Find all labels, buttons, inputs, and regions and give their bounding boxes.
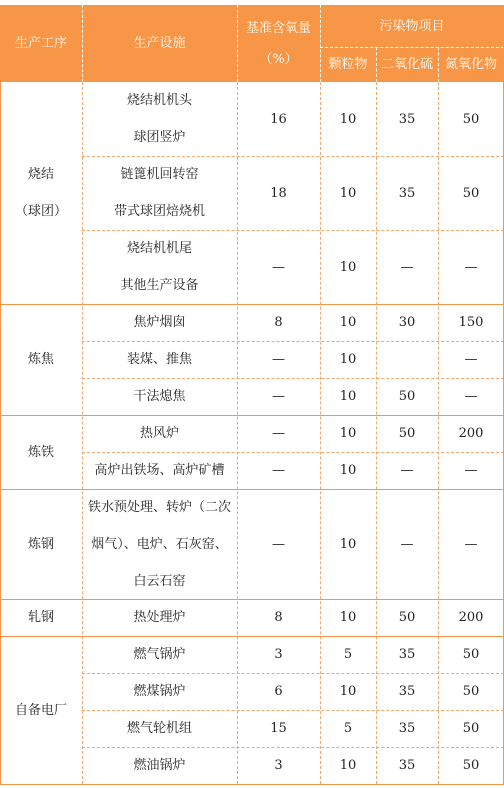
nox-value-cell: [438, 304, 504, 341]
process-cell: [0, 82, 82, 304]
nox-value-cell: [438, 747, 504, 784]
nox-value-cell: [438, 599, 504, 636]
group-divider: [0, 784, 504, 785]
facility-cell: [82, 710, 237, 747]
pm-value-cell: [320, 304, 376, 341]
cell-text: 10: [339, 259, 357, 275]
cell-text: 6: [274, 684, 283, 699]
oxygen-value-cell: [237, 341, 320, 378]
nox-value-cell: [438, 230, 504, 304]
process-cell: [0, 636, 82, 784]
cell-text: 3: [274, 758, 283, 773]
cell-text: 10: [339, 463, 357, 478]
facility-cell: [82, 673, 237, 710]
cell-text: —: [464, 389, 478, 404]
cell-text: 高炉出铁场、高炉矿槽: [94, 463, 225, 478]
oxygen-value-cell: [237, 599, 320, 636]
cell-text: 50: [462, 647, 480, 662]
cell-text: 干法熄焦: [133, 389, 186, 404]
facility-cell: [82, 230, 237, 304]
so2-value-cell: [376, 82, 438, 156]
cell-text: 烟气）、电炉、石灰窑、: [91, 536, 228, 552]
oxygen-value-cell: [237, 82, 320, 156]
cell-text: 35: [398, 111, 416, 127]
cell-text: 燃气轮机组: [126, 721, 192, 736]
cell-text: 燃煤锅炉: [133, 684, 186, 699]
cell-text: 5: [343, 647, 353, 662]
nox-value-cell: [438, 156, 504, 230]
cell-text: 10: [339, 185, 357, 201]
facility-cell: [82, 156, 237, 230]
oxygen-value-cell: [237, 673, 320, 710]
nox-value-cell: [438, 452, 504, 489]
nox-value-cell: [438, 82, 504, 156]
cell-text: —: [272, 352, 285, 367]
cell-text: —: [272, 536, 285, 552]
pm-value-cell: [320, 599, 376, 636]
cell-text: 30: [398, 315, 416, 330]
cell-text: 10: [339, 610, 357, 625]
nox-value-cell: [438, 673, 504, 710]
facility-cell: [82, 82, 237, 156]
pm-value-cell: [320, 673, 376, 710]
cell-text: 200: [458, 610, 484, 625]
cell-text: 5: [343, 721, 353, 736]
oxygen-value-cell: [237, 747, 320, 784]
cell-text: 8: [274, 315, 283, 330]
cell-text: 50: [398, 426, 416, 441]
pm-value-cell: [320, 156, 376, 230]
cell-text: 热处理炉: [133, 610, 186, 625]
pm-value-cell: [320, 452, 376, 489]
cell-text: 炼焦: [27, 352, 54, 367]
cell-text: 炼铁: [27, 444, 54, 460]
so2-value-cell: [376, 710, 438, 747]
cell-text: 烧结: [27, 167, 54, 182]
cell-text: 燃气锅炉: [133, 647, 186, 662]
so2-value-cell: [376, 489, 438, 599]
cell-text: 15: [270, 721, 287, 736]
header-pm: 颗粒物: [328, 57, 368, 72]
so2-value-cell: [376, 599, 438, 636]
cell-text: 装煤、推焦: [126, 352, 192, 367]
cell-text: 炼钢: [27, 536, 54, 552]
cell-text: —: [272, 389, 285, 404]
header-divider: [320, 47, 504, 48]
oxygen-value-cell: [237, 452, 320, 489]
pm-value-cell: [320, 341, 376, 378]
cell-text: 50: [398, 389, 416, 404]
process-cell: [0, 489, 82, 599]
cell-text: 焦炉烟囱: [133, 315, 186, 330]
nox-value-cell: [438, 489, 504, 599]
cell-text: 铁水预处理、转炉（二次: [87, 499, 231, 515]
oxygen-value-cell: [237, 489, 320, 599]
header-oxygen: 基准含氧量 （%）: [245, 20, 311, 67]
header-process: 生产工序: [14, 36, 67, 51]
cell-text: —: [464, 463, 478, 478]
facility-cell: [82, 415, 237, 452]
cell-text: —: [464, 352, 478, 367]
cell-text: 50: [462, 721, 480, 736]
cell-text: （球团）: [14, 204, 67, 219]
cell-text: 球团竖炉: [133, 130, 186, 145]
cell-text: 其他生产设备: [120, 278, 199, 293]
facility-cell: [82, 452, 237, 489]
nox-value-cell: [438, 636, 504, 673]
process-cell: [0, 304, 82, 415]
oxygen-value-cell: [237, 710, 320, 747]
oxygen-value-cell: [237, 378, 320, 415]
cell-text: —: [400, 259, 414, 275]
pm-value-cell: [320, 489, 376, 599]
pm-value-cell: [320, 415, 376, 452]
facility-cell: [82, 378, 237, 415]
pm-value-cell: [320, 636, 376, 673]
cell-text: 35: [398, 721, 416, 736]
so2-value-cell: [376, 230, 438, 304]
cell-text: 50: [462, 185, 480, 201]
cell-text: —: [272, 426, 285, 441]
pm-value-cell: [320, 710, 376, 747]
pm-value-cell: [320, 378, 376, 415]
header-so2: 二氧化硫: [380, 57, 433, 72]
cell-text: 10: [339, 536, 357, 552]
cell-text: 白云石窑: [133, 573, 186, 589]
cell-text: 10: [339, 315, 357, 330]
oxygen-value-cell: [237, 304, 320, 341]
so2-value-cell: [376, 636, 438, 673]
cell-text: —: [272, 463, 285, 478]
cell-text: 烧结机机尾: [126, 241, 192, 256]
cell-text: 50: [462, 758, 480, 773]
header-col-divider: [376, 47, 377, 82]
cell-text: 35: [398, 684, 416, 699]
oxygen-value-cell: [237, 156, 320, 230]
facility-cell: [82, 599, 237, 636]
oxygen-value-cell: [237, 636, 320, 673]
so2-value-cell: [376, 415, 438, 452]
cell-text: 35: [398, 758, 416, 773]
header-col-divider: [82, 5, 83, 82]
pm-value-cell: [320, 747, 376, 784]
header-nox: 氮氧化物: [444, 57, 497, 72]
cell-text: —: [464, 536, 478, 552]
cell-text: 10: [339, 352, 357, 367]
nox-value-cell: [438, 415, 504, 452]
cell-text: 50: [398, 610, 416, 625]
header-pollutants: 污染物项目: [379, 18, 445, 34]
facility-cell: [82, 341, 237, 378]
header-col-divider: [438, 47, 439, 82]
cell-text: 热风炉: [139, 426, 179, 441]
cell-text: 8: [274, 610, 283, 625]
facility-cell: [82, 636, 237, 673]
cell-text: 50: [462, 111, 480, 127]
cell-text: 烧结机机头: [126, 93, 192, 108]
so2-value-cell: [376, 341, 438, 378]
nox-value-cell: [438, 710, 504, 747]
cell-text: —: [464, 259, 478, 275]
cell-text: 150: [458, 315, 484, 330]
cell-text: 轧钢: [27, 610, 54, 625]
process-cell: [0, 599, 82, 636]
cell-text: 自备电厂: [14, 702, 67, 718]
nox-value-cell: [438, 341, 504, 378]
cell-text: 50: [462, 684, 480, 699]
facility-cell: [82, 304, 237, 341]
nox-value-cell: [438, 378, 504, 415]
cell-text: 18: [270, 185, 287, 201]
cell-text: 16: [270, 111, 287, 127]
cell-text: 10: [339, 684, 357, 699]
cell-text: —: [272, 259, 285, 275]
cell-text: 带式球团焙烧机: [113, 204, 205, 219]
so2-value-cell: [376, 304, 438, 341]
cell-text: 35: [398, 647, 416, 662]
header-facility: 生产设施: [133, 36, 186, 51]
so2-value-cell: [376, 452, 438, 489]
cell-text: 3: [274, 647, 283, 662]
cell-text: 燃油锅炉: [133, 758, 186, 773]
cell-text: 链篦机回转窑: [120, 167, 199, 182]
pm-value-cell: [320, 82, 376, 156]
cell-text: 200: [458, 426, 484, 441]
process-cell: [0, 415, 82, 489]
cell-text: 10: [339, 758, 357, 773]
cell-text: —: [400, 536, 414, 552]
header-col-divider: [320, 5, 321, 82]
oxygen-value-cell: [237, 415, 320, 452]
cell-text: 10: [339, 389, 357, 404]
oxygen-value-cell: [237, 230, 320, 304]
so2-value-cell: [376, 156, 438, 230]
so2-value-cell: [376, 747, 438, 784]
cell-text: 10: [339, 426, 357, 441]
cell-text: 35: [398, 185, 416, 201]
pm-value-cell: [320, 230, 376, 304]
header-col-divider: [237, 5, 238, 82]
facility-cell: [82, 489, 237, 599]
cell-text: —: [400, 463, 414, 478]
so2-value-cell: [376, 673, 438, 710]
cell-text: 10: [339, 111, 357, 127]
so2-value-cell: [376, 378, 438, 415]
facility-cell: [82, 747, 237, 784]
